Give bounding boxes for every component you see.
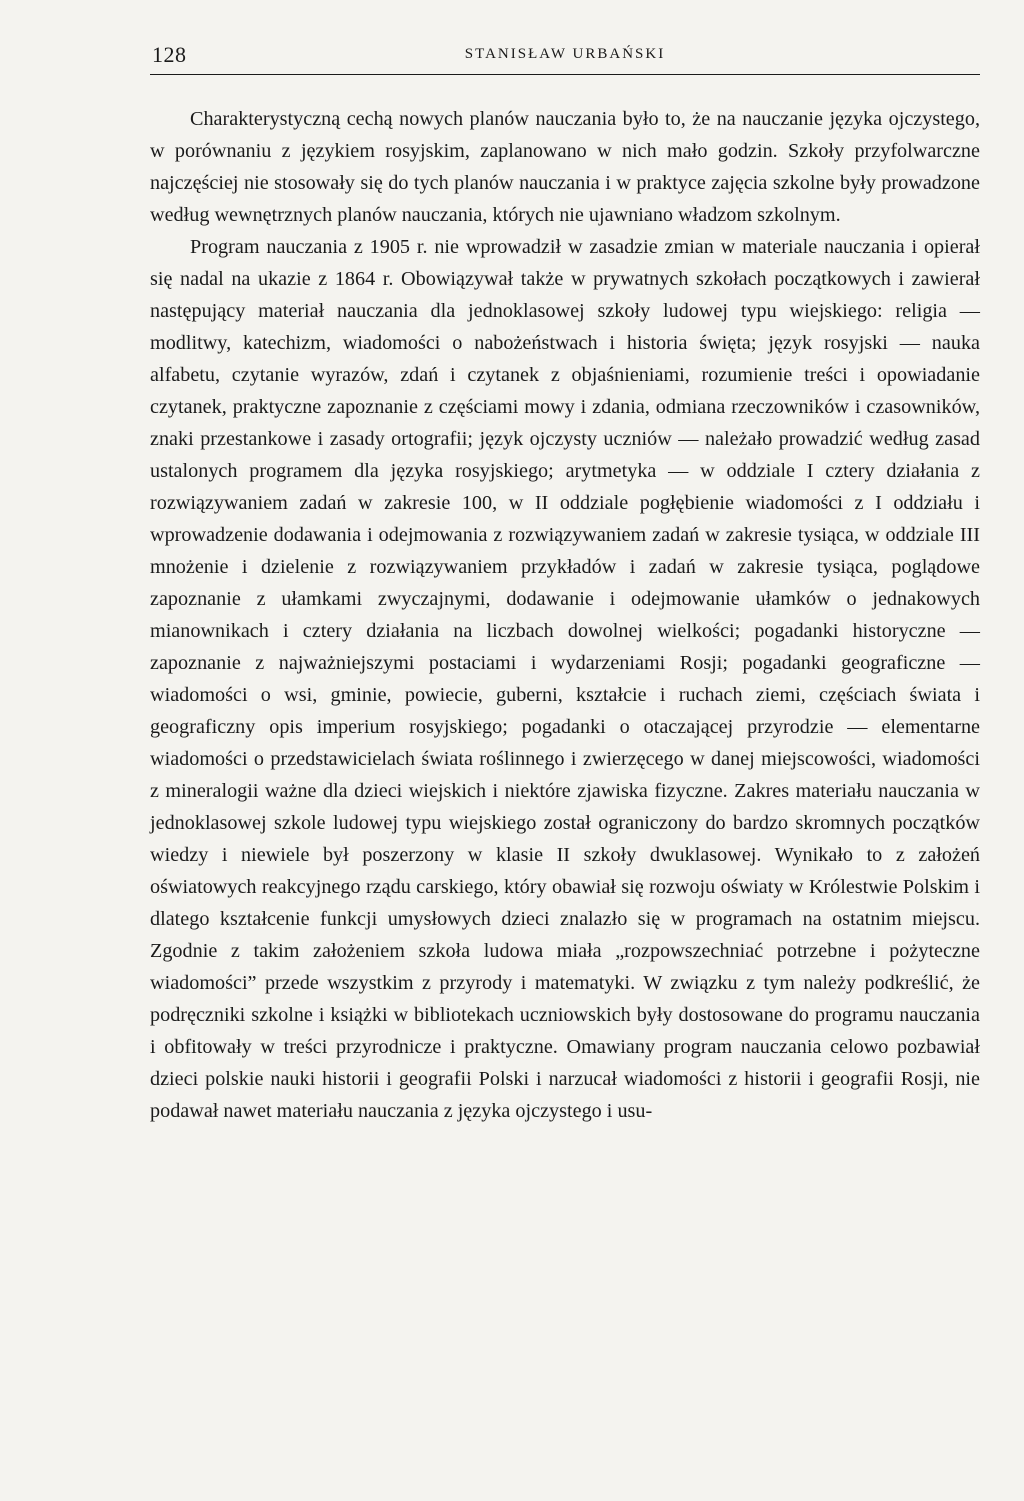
running-head-author: STANISŁAW URBAŃSKI [464,46,666,62]
paragraph: Charakterystyczną cechą nowych planów nauczania było to, że na nauczanie języka ojczystego, w porównaniu z językiem rosyjskim, zaplanowano w nich mało godzin. Szkoły przyfolwarczne najczęściej nie stosowały się do tych planów nauczania i w praktyce zajęcia szkolne były prowadzone według wewnętrznych planów nauczania, których nie ujawniano władzom szkolnym. [150,108,980,226]
paragraph: Program nauczania z 1905 r. nie wprowadził w zasadzie zmian w materiale nauczania i opierał się nadal na ukazie z 1864 r. Obowiązywał także w prywatnych szkołach początkowych i zawierał następujący materiał nauczania dla jednoklasowej szkoły ludowej typu wiejskiego: religia — modlitwy, katechizm, wiadomości o nabożeństwach i historia święta; język rosyjski — nauka alfabetu, czytanie wyrazów, zdań i czytanek z objaśnieniami, rozumienie treści i opowiadanie czytanek, praktyczne zapoznanie z częściami mowy i zdania, odmiana rzeczowników i czasowników, znaki przestankowe i zasady ortografii; język ojczysty uczniów — należało prowadzić według zasad ustalonych programem dla języka rosyjskiego; arytmetyka — w oddziale I cztery działania z rozwiązywaniem zadań w zakresie 100, w II oddziale pogłębienie wiadomości z I oddziału i wprowadzenie dodawania i odejmowania z rozwiązywaniem zadań w zakresie tysiąca, w oddziale III mnożenie i dzielenie z rozwiązywaniem przykładów i zadań w zakresie tysiąca, poglądowe zapoznanie z ułamkami zwyczajnymi, dodawanie i odejmowanie ułamków o jednakowych mianownikach i cztery działania na liczbach dowolnej wielkości; pogadanki historyczne — zapoznanie z najważniejszymi postaciami i wydarzeniami Rosji; pogadanki geograficzne — wiadomości o wsi, gminie, powiecie, guberni, kształcie i ruchach ziemi, częściach świata i geograficzny opis imperium rosyjskiego; pogadanki o otaczającej przyrodzie — elementarne wiadomości o przedstawicielach świata roślinnego i zwierzęcego w danej miejscowości, wiadomości z mineralogii ważne dla dzieci wiejskich i niektóre zjawiska fizyczne. Zakres materiału nauczania w jednoklasowej szkole ludowej typu wiejskiego został ograniczony do bardzo skromnych początków wiedzy i niewiele był poszerzony w klasie II szkoły dwuklasowej. Wynikało to z założeń oświatowych reakcyjnego rządu carskiego, który obawiał się rozwoju oświaty w Królestwie Polskim i dlatego kształcenie funkcji umysłowych dzieci znalazło się w programach na ostatnim miejscu. Zgodnie z takim założeniem szkoła ludowa miała „rozpowszechniać potrzebne i pożyteczne wiadomości” przede wszystkim z przyrody i matematyki. W związku z tym należy podkreślić, że podręczniki szkolne i książki w bibliotekach uczniowskich były dostosowane do programu nauczania i obfitowały w treści przyrodnicze i praktyczne. Omawiany program nauczania celowo pozbawiał dzieci polskie nauki historii i geografii Polski i narzucał wiadomości z historii i geografii Rosji, nie podawał nawet materiału nauczania z języka ojczystego i usu- [150,236,980,1122]
page [150,38,980,1127]
running-head [150,38,980,75]
page-number: 128 [152,42,187,67]
body-text [150,103,980,1127]
